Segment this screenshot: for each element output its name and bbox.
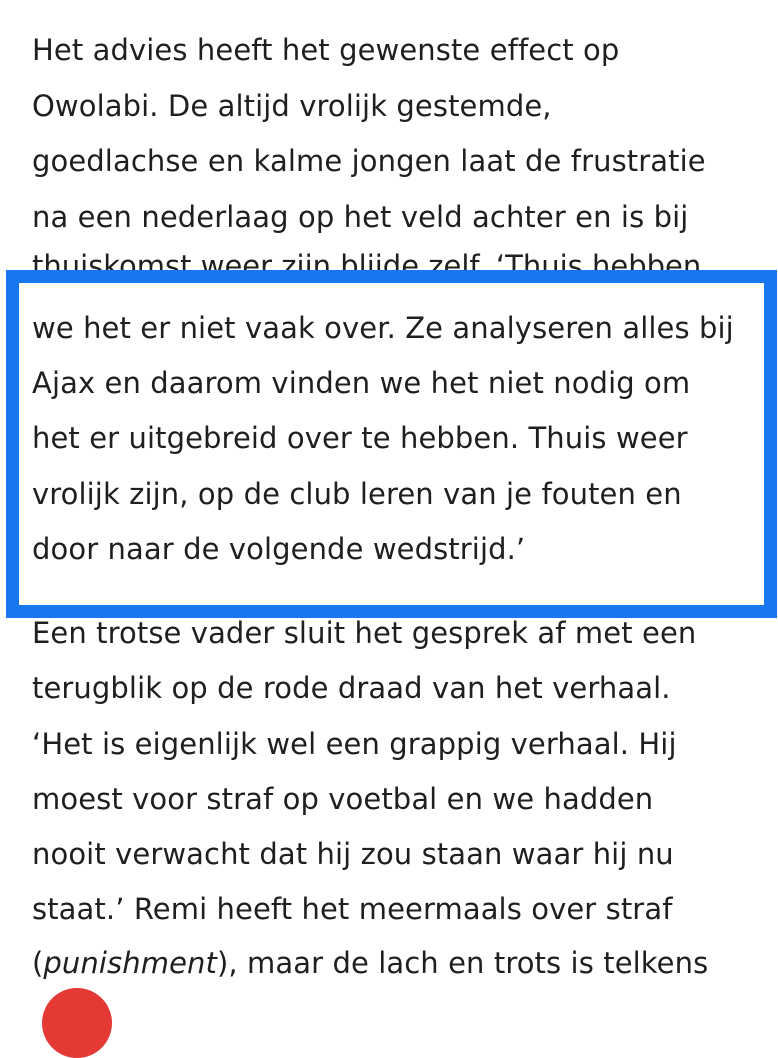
article-text-line-partial: thuiskomst weer zijn blijde zelf. ‘Thuis hebben	[32, 249, 702, 283]
quote-text-line: het er uitgebreid over te hebben. Thuis weer	[32, 421, 688, 455]
italic-text: punishment	[43, 946, 217, 980]
quote-text-line: Ajax en daarom vinden we het niet nodig om	[32, 366, 691, 400]
floating-action-button[interactable]	[42, 988, 112, 1058]
article-text-line: goedlachse en kalme jongen laat de frustratie	[32, 144, 706, 178]
article-text-line: na een nederlaag op het veld achter en is bij	[32, 200, 689, 234]
text-segment: ), maar de lach en trots is telkens	[216, 946, 709, 980]
quote-text-line: door naar de volgende wedstrijd.’	[32, 532, 526, 566]
article-text-line	[32, 943, 708, 983]
article-text-line: terugblik op de rode draad van het verhaal.	[32, 671, 671, 705]
article-text-line: ‘Het is eigenlijk wel een grappig verhaal. Hij	[32, 727, 677, 761]
article-text-line: Het advies heeft het gewenste effect op	[32, 33, 620, 67]
article-text-line: Owolabi. De altijd vrolijk gestemde,	[32, 89, 552, 123]
quote-text-line: vrolijk zijn, op de club leren van je fouten en	[32, 477, 682, 511]
article-text-line: moest voor straf op voetbal en we hadden	[32, 782, 654, 816]
quote-text-line: we het er niet vaak over. Ze analyseren alles bij	[32, 311, 734, 345]
article-text-line: nooit verwacht dat hij zou staan waar hij nu	[32, 837, 674, 871]
text-segment: (	[32, 946, 44, 980]
article-text-line: Een trotse vader sluit het gesprek af met een	[32, 616, 697, 650]
article-text-line: staat.’ Remi heeft het meermaals over straf	[32, 892, 673, 926]
highlight-box	[6, 270, 777, 618]
